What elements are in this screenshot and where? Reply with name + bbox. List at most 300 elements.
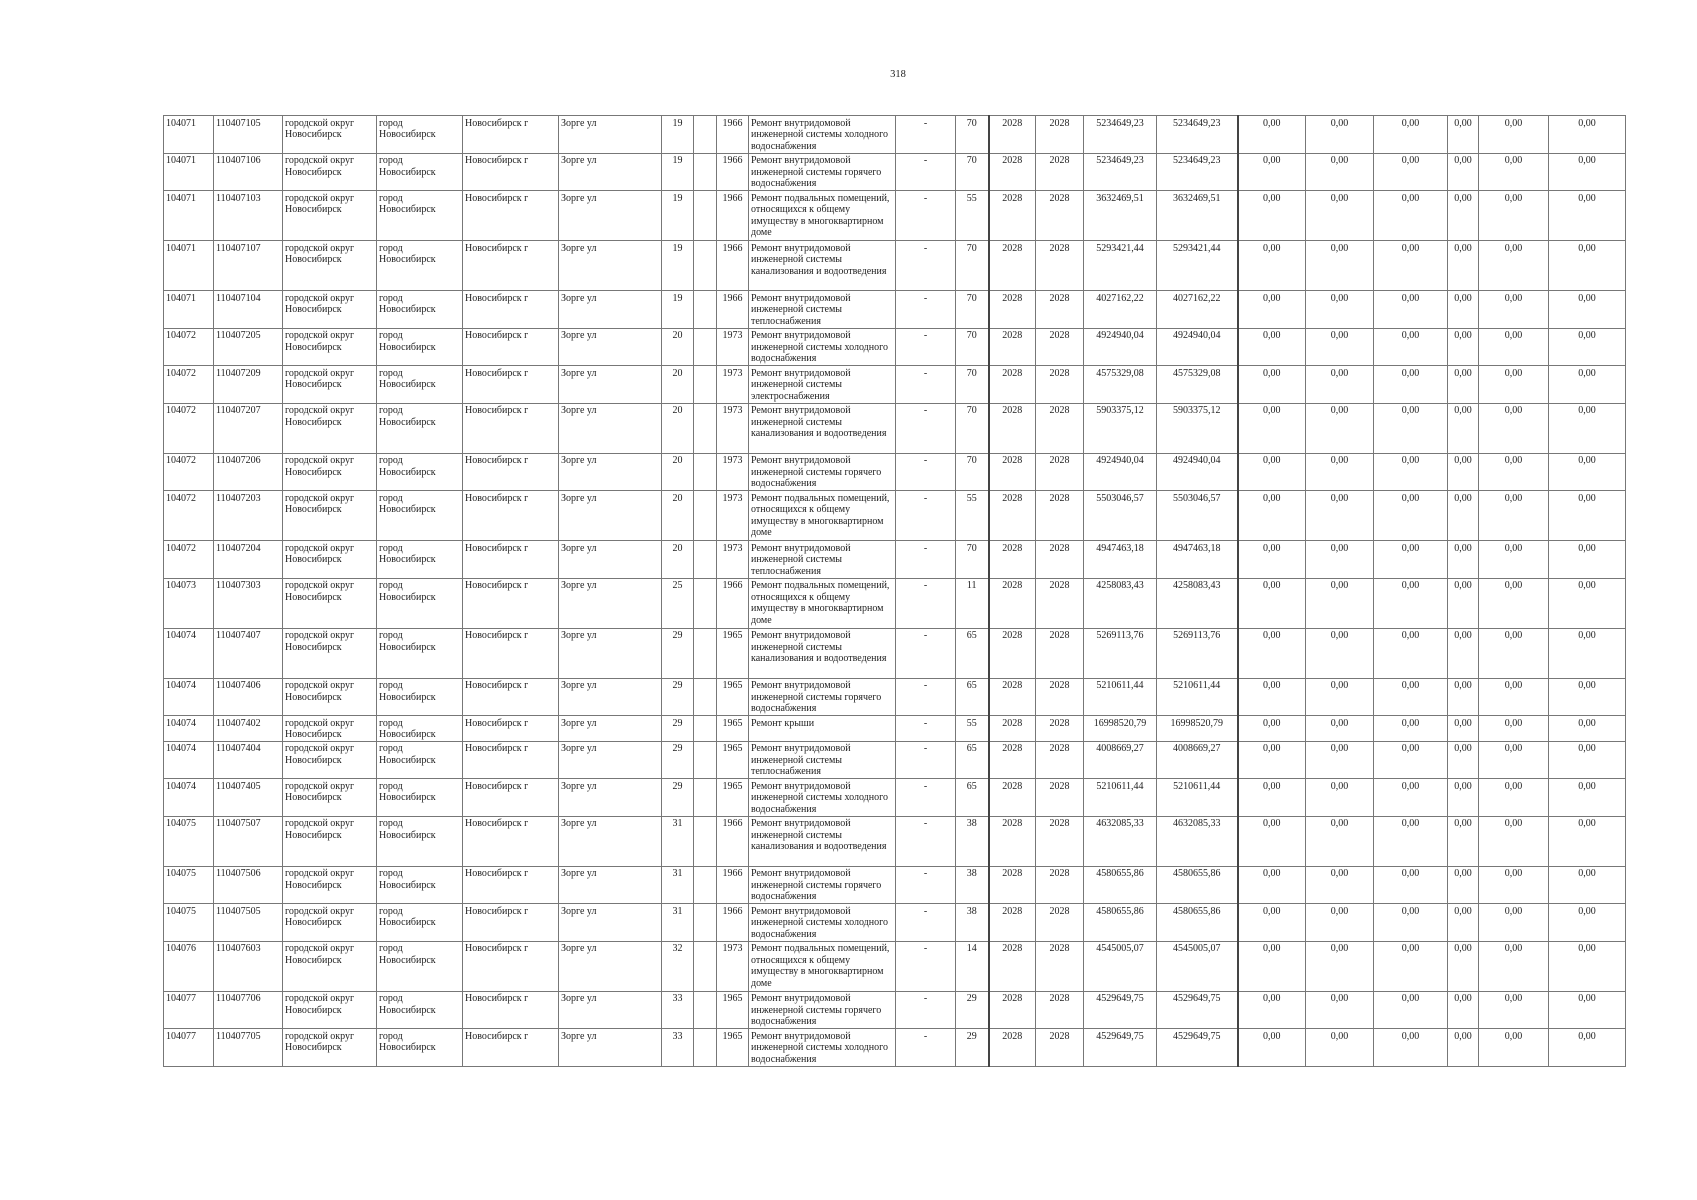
cost-cell: 4947463,18 bbox=[1084, 541, 1157, 579]
object-id-cell: 104076 bbox=[164, 941, 214, 991]
mark-cell: - bbox=[896, 941, 956, 991]
work-type-cell: Ремонт внутридомовой инженерной системы горячего водоснабжения bbox=[749, 453, 896, 491]
end-year-cell: 2028 bbox=[1036, 816, 1084, 866]
work-type-cell: Ремонт крыши bbox=[749, 716, 896, 742]
amount-4-cell: 0,00 bbox=[1448, 991, 1479, 1029]
municipal-district-cell: городской округ Новосибирск bbox=[283, 941, 377, 991]
house-number-cell: 29 bbox=[662, 678, 694, 716]
work-id-cell: 110407505 bbox=[214, 904, 283, 942]
amount-1-cell: 0,00 bbox=[1238, 403, 1306, 453]
construction-year-cell: 1966 bbox=[717, 153, 749, 191]
amount-5-cell: 0,00 bbox=[1479, 116, 1549, 154]
municipal-district-cell: городской округ Новосибирск bbox=[283, 403, 377, 453]
building-letter-cell bbox=[694, 779, 717, 817]
locality-cell: Новосибирск г bbox=[463, 866, 559, 904]
start-year-cell: 2028 bbox=[989, 453, 1036, 491]
work-id-cell: 110407706 bbox=[214, 991, 283, 1029]
municipal-district-cell: городской округ Новосибирск bbox=[283, 1029, 377, 1067]
municipal-district-cell: городской округ Новосибирск bbox=[283, 628, 377, 678]
building-letter-cell bbox=[694, 191, 717, 241]
municipal-district-cell: городской округ Новосибирск bbox=[283, 904, 377, 942]
construction-year-cell: 1966 bbox=[717, 578, 749, 628]
municipal-district-cell: городской округ Новосибирск bbox=[283, 866, 377, 904]
amount-4-cell: 0,00 bbox=[1448, 328, 1479, 366]
cost-cell: 16998520,79 bbox=[1084, 716, 1157, 742]
locality-cell: Новосибирск г bbox=[463, 116, 559, 154]
construction-year-cell: 1966 bbox=[717, 866, 749, 904]
house-number-cell: 20 bbox=[662, 403, 694, 453]
amount-2-cell: 0,00 bbox=[1306, 191, 1374, 241]
amount-6-cell: 0,00 bbox=[1549, 741, 1626, 779]
settlement-cell: город Новосибирск bbox=[377, 328, 463, 366]
table-row bbox=[164, 116, 1626, 154]
amount-3-cell: 0,00 bbox=[1374, 291, 1448, 329]
end-year-cell: 2028 bbox=[1036, 328, 1084, 366]
mark-cell: - bbox=[896, 816, 956, 866]
start-year-cell: 2028 bbox=[989, 779, 1036, 817]
table-row bbox=[164, 578, 1626, 628]
start-year-cell: 2028 bbox=[989, 628, 1036, 678]
total-cost-cell: 5293421,44 bbox=[1157, 241, 1238, 291]
start-year-cell: 2028 bbox=[989, 153, 1036, 191]
start-year-cell: 2028 bbox=[989, 291, 1036, 329]
settlement-cell: город Новосибирск bbox=[377, 153, 463, 191]
work-id-cell: 110407103 bbox=[214, 191, 283, 241]
amount-3-cell: 0,00 bbox=[1374, 816, 1448, 866]
locality-cell: Новосибирск г bbox=[463, 403, 559, 453]
amount-6-cell: 0,00 bbox=[1549, 628, 1626, 678]
object-id-cell: 104074 bbox=[164, 678, 214, 716]
municipal-district-cell: городской округ Новосибирск bbox=[283, 816, 377, 866]
cost-cell: 3632469,51 bbox=[1084, 191, 1157, 241]
mark-cell: - bbox=[896, 241, 956, 291]
amount-4-cell: 0,00 bbox=[1448, 779, 1479, 817]
cost-cell: 4580655,86 bbox=[1084, 904, 1157, 942]
end-year-cell: 2028 bbox=[1036, 453, 1084, 491]
mark-cell: - bbox=[896, 491, 956, 541]
street-cell: Зорге ул bbox=[559, 1029, 662, 1067]
start-year-cell: 2028 bbox=[989, 866, 1036, 904]
municipal-district-cell: городской округ Новосибирск bbox=[283, 116, 377, 154]
municipal-district-cell: городской округ Новосибирск bbox=[283, 241, 377, 291]
work-type-cell: Ремонт внутридомовой инженерной системы холодного водоснабжения bbox=[749, 779, 896, 817]
mark-cell: - bbox=[896, 866, 956, 904]
settlement-cell: город Новосибирск bbox=[377, 678, 463, 716]
house-number-cell: 20 bbox=[662, 453, 694, 491]
settlement-cell: город Новосибирск bbox=[377, 716, 463, 742]
cost-cell: 4545005,07 bbox=[1084, 941, 1157, 991]
street-cell: Зорге ул bbox=[559, 541, 662, 579]
amount-6-cell: 0,00 bbox=[1549, 866, 1626, 904]
start-year-cell: 2028 bbox=[989, 904, 1036, 942]
locality-cell: Новосибирск г bbox=[463, 816, 559, 866]
amount-4-cell: 0,00 bbox=[1448, 1029, 1479, 1067]
amount-3-cell: 0,00 bbox=[1374, 328, 1448, 366]
cost-cell: 5269113,76 bbox=[1084, 628, 1157, 678]
total-cost-cell: 5903375,12 bbox=[1157, 403, 1238, 453]
settlement-cell: город Новосибирск bbox=[377, 116, 463, 154]
house-number-cell: 29 bbox=[662, 628, 694, 678]
cost-cell: 4924940,04 bbox=[1084, 328, 1157, 366]
house-number-cell: 20 bbox=[662, 366, 694, 404]
mark-cell: - bbox=[896, 116, 956, 154]
work-type-cell: Ремонт внутридомовой инженерной системы канализования и водоотведения bbox=[749, 241, 896, 291]
percent-cell: 70 bbox=[956, 453, 989, 491]
amount-6-cell: 0,00 bbox=[1549, 716, 1626, 742]
street-cell: Зорге ул bbox=[559, 628, 662, 678]
amount-1-cell: 0,00 bbox=[1238, 816, 1306, 866]
work-type-cell: Ремонт внутридомовой инженерной системы холодного водоснабжения bbox=[749, 1029, 896, 1067]
settlement-cell: город Новосибирск bbox=[377, 741, 463, 779]
amount-5-cell: 0,00 bbox=[1479, 541, 1549, 579]
locality-cell: Новосибирск г bbox=[463, 153, 559, 191]
object-id-cell: 104072 bbox=[164, 541, 214, 579]
amount-2-cell: 0,00 bbox=[1306, 716, 1374, 742]
amount-2-cell: 0,00 bbox=[1306, 741, 1374, 779]
construction-year-cell: 1965 bbox=[717, 1029, 749, 1067]
work-type-cell: Ремонт внутридомовой инженерной системы электроснабжения bbox=[749, 366, 896, 404]
amount-3-cell: 0,00 bbox=[1374, 191, 1448, 241]
settlement-cell: город Новосибирск bbox=[377, 191, 463, 241]
construction-year-cell: 1966 bbox=[717, 291, 749, 329]
total-cost-cell: 4529649,75 bbox=[1157, 1029, 1238, 1067]
construction-year-cell: 1973 bbox=[717, 403, 749, 453]
work-id-cell: 110407402 bbox=[214, 716, 283, 742]
amount-6-cell: 0,00 bbox=[1549, 541, 1626, 579]
street-cell: Зорге ул bbox=[559, 578, 662, 628]
work-id-cell: 110407303 bbox=[214, 578, 283, 628]
table-row bbox=[164, 153, 1626, 191]
construction-year-cell: 1973 bbox=[717, 328, 749, 366]
work-id-cell: 110407405 bbox=[214, 779, 283, 817]
amount-4-cell: 0,00 bbox=[1448, 716, 1479, 742]
amount-4-cell: 0,00 bbox=[1448, 453, 1479, 491]
amount-1-cell: 0,00 bbox=[1238, 241, 1306, 291]
mark-cell: - bbox=[896, 678, 956, 716]
work-id-cell: 110407404 bbox=[214, 741, 283, 779]
construction-year-cell: 1973 bbox=[717, 491, 749, 541]
street-cell: Зорге ул bbox=[559, 403, 662, 453]
amount-3-cell: 0,00 bbox=[1374, 578, 1448, 628]
municipal-district-cell: городской округ Новосибирск bbox=[283, 153, 377, 191]
total-cost-cell: 4580655,86 bbox=[1157, 866, 1238, 904]
street-cell: Зорге ул bbox=[559, 191, 662, 241]
amount-1-cell: 0,00 bbox=[1238, 628, 1306, 678]
amount-4-cell: 0,00 bbox=[1448, 241, 1479, 291]
municipal-district-cell: городской округ Новосибирск bbox=[283, 678, 377, 716]
construction-year-cell: 1965 bbox=[717, 779, 749, 817]
mark-cell: - bbox=[896, 741, 956, 779]
table-row bbox=[164, 816, 1626, 866]
house-number-cell: 19 bbox=[662, 116, 694, 154]
house-number-cell: 31 bbox=[662, 816, 694, 866]
table-row bbox=[164, 453, 1626, 491]
amount-4-cell: 0,00 bbox=[1448, 403, 1479, 453]
locality-cell: Новосибирск г bbox=[463, 941, 559, 991]
amount-6-cell: 0,00 bbox=[1549, 328, 1626, 366]
amount-1-cell: 0,00 bbox=[1238, 741, 1306, 779]
cost-cell: 5903375,12 bbox=[1084, 403, 1157, 453]
work-id-cell: 110407603 bbox=[214, 941, 283, 991]
table-row bbox=[164, 941, 1626, 991]
work-type-cell: Ремонт подвальных помещений, относящихся к общему имуществу в многоквартирном доме bbox=[749, 191, 896, 241]
locality-cell: Новосибирск г bbox=[463, 741, 559, 779]
amount-6-cell: 0,00 bbox=[1549, 453, 1626, 491]
amount-1-cell: 0,00 bbox=[1238, 366, 1306, 404]
locality-cell: Новосибирск г bbox=[463, 904, 559, 942]
amount-1-cell: 0,00 bbox=[1238, 491, 1306, 541]
amount-4-cell: 0,00 bbox=[1448, 678, 1479, 716]
street-cell: Зорге ул bbox=[559, 816, 662, 866]
settlement-cell: город Новосибирск bbox=[377, 991, 463, 1029]
cost-cell: 5234649,23 bbox=[1084, 116, 1157, 154]
building-letter-cell bbox=[694, 541, 717, 579]
start-year-cell: 2028 bbox=[989, 541, 1036, 579]
street-cell: Зорге ул bbox=[559, 153, 662, 191]
total-cost-cell: 5210611,44 bbox=[1157, 779, 1238, 817]
amount-3-cell: 0,00 bbox=[1374, 941, 1448, 991]
start-year-cell: 2028 bbox=[989, 578, 1036, 628]
locality-cell: Новосибирск г bbox=[463, 191, 559, 241]
object-id-cell: 104071 bbox=[164, 241, 214, 291]
settlement-cell: город Новосибирск bbox=[377, 403, 463, 453]
end-year-cell: 2028 bbox=[1036, 991, 1084, 1029]
start-year-cell: 2028 bbox=[989, 366, 1036, 404]
amount-1-cell: 0,00 bbox=[1238, 904, 1306, 942]
street-cell: Зорге ул bbox=[559, 991, 662, 1029]
object-id-cell: 104072 bbox=[164, 328, 214, 366]
object-id-cell: 104077 bbox=[164, 991, 214, 1029]
percent-cell: 29 bbox=[956, 1029, 989, 1067]
street-cell: Зорге ул bbox=[559, 716, 662, 742]
mark-cell: - bbox=[896, 578, 956, 628]
table-row bbox=[164, 191, 1626, 241]
object-id-cell: 104075 bbox=[164, 866, 214, 904]
amount-3-cell: 0,00 bbox=[1374, 628, 1448, 678]
locality-cell: Новосибирск г bbox=[463, 453, 559, 491]
amount-6-cell: 0,00 bbox=[1549, 366, 1626, 404]
amount-6-cell: 0,00 bbox=[1549, 779, 1626, 817]
building-letter-cell bbox=[694, 716, 717, 742]
amount-5-cell: 0,00 bbox=[1479, 866, 1549, 904]
object-id-cell: 104074 bbox=[164, 628, 214, 678]
percent-cell: 70 bbox=[956, 328, 989, 366]
end-year-cell: 2028 bbox=[1036, 1029, 1084, 1067]
amount-1-cell: 0,00 bbox=[1238, 779, 1306, 817]
work-id-cell: 110407207 bbox=[214, 403, 283, 453]
construction-year-cell: 1965 bbox=[717, 678, 749, 716]
settlement-cell: город Новосибирск bbox=[377, 779, 463, 817]
amount-4-cell: 0,00 bbox=[1448, 904, 1479, 942]
total-cost-cell: 4924940,04 bbox=[1157, 328, 1238, 366]
end-year-cell: 2028 bbox=[1036, 241, 1084, 291]
amount-4-cell: 0,00 bbox=[1448, 116, 1479, 154]
object-id-cell: 104072 bbox=[164, 366, 214, 404]
end-year-cell: 2028 bbox=[1036, 191, 1084, 241]
building-letter-cell bbox=[694, 941, 717, 991]
building-letter-cell bbox=[694, 116, 717, 154]
house-number-cell: 19 bbox=[662, 241, 694, 291]
table-row bbox=[164, 716, 1626, 742]
house-number-cell: 31 bbox=[662, 866, 694, 904]
table-row bbox=[164, 904, 1626, 942]
locality-cell: Новосибирск г bbox=[463, 716, 559, 742]
cost-cell: 4529649,75 bbox=[1084, 991, 1157, 1029]
mark-cell: - bbox=[896, 328, 956, 366]
street-cell: Зорге ул bbox=[559, 241, 662, 291]
work-id-cell: 110407206 bbox=[214, 453, 283, 491]
work-id-cell: 110407406 bbox=[214, 678, 283, 716]
percent-cell: 38 bbox=[956, 816, 989, 866]
amount-2-cell: 0,00 bbox=[1306, 816, 1374, 866]
total-cost-cell: 5269113,76 bbox=[1157, 628, 1238, 678]
end-year-cell: 2028 bbox=[1036, 628, 1084, 678]
amount-5-cell: 0,00 bbox=[1479, 491, 1549, 541]
amount-6-cell: 0,00 bbox=[1549, 403, 1626, 453]
amount-3-cell: 0,00 bbox=[1374, 541, 1448, 579]
object-id-cell: 104071 bbox=[164, 191, 214, 241]
building-letter-cell bbox=[694, 628, 717, 678]
amount-3-cell: 0,00 bbox=[1374, 491, 1448, 541]
street-cell: Зорге ул bbox=[559, 328, 662, 366]
table-row bbox=[164, 366, 1626, 404]
work-type-cell: Ремонт подвальных помещений, относящихся к общему имуществу в многоквартирном доме bbox=[749, 941, 896, 991]
page-number: 318 bbox=[890, 69, 906, 80]
building-letter-cell bbox=[694, 904, 717, 942]
building-letter-cell bbox=[694, 453, 717, 491]
settlement-cell: город Новосибирск bbox=[377, 541, 463, 579]
end-year-cell: 2028 bbox=[1036, 403, 1084, 453]
house-number-cell: 19 bbox=[662, 153, 694, 191]
percent-cell: 70 bbox=[956, 116, 989, 154]
end-year-cell: 2028 bbox=[1036, 578, 1084, 628]
amount-1-cell: 0,00 bbox=[1238, 153, 1306, 191]
amount-4-cell: 0,00 bbox=[1448, 628, 1479, 678]
amount-6-cell: 0,00 bbox=[1549, 578, 1626, 628]
total-cost-cell: 4924940,04 bbox=[1157, 453, 1238, 491]
amount-5-cell: 0,00 bbox=[1479, 578, 1549, 628]
mark-cell: - bbox=[896, 541, 956, 579]
work-id-cell: 110407105 bbox=[214, 116, 283, 154]
settlement-cell: город Новосибирск bbox=[377, 904, 463, 942]
amount-3-cell: 0,00 bbox=[1374, 716, 1448, 742]
amount-2-cell: 0,00 bbox=[1306, 541, 1374, 579]
table-row bbox=[164, 866, 1626, 904]
percent-cell: 70 bbox=[956, 291, 989, 329]
construction-year-cell: 1966 bbox=[717, 816, 749, 866]
settlement-cell: город Новосибирск bbox=[377, 291, 463, 329]
total-cost-cell: 16998520,79 bbox=[1157, 716, 1238, 742]
work-type-cell: Ремонт внутридомовой инженерной системы горячего водоснабжения bbox=[749, 991, 896, 1029]
amount-4-cell: 0,00 bbox=[1448, 578, 1479, 628]
work-id-cell: 110407705 bbox=[214, 1029, 283, 1067]
construction-year-cell: 1965 bbox=[717, 628, 749, 678]
amount-4-cell: 0,00 bbox=[1448, 866, 1479, 904]
end-year-cell: 2028 bbox=[1036, 678, 1084, 716]
amount-5-cell: 0,00 bbox=[1479, 453, 1549, 491]
mark-cell: - bbox=[896, 403, 956, 453]
mark-cell: - bbox=[896, 153, 956, 191]
street-cell: Зорге ул bbox=[559, 779, 662, 817]
amount-2-cell: 0,00 bbox=[1306, 779, 1374, 817]
work-type-cell: Ремонт внутридомовой инженерной системы канализования и водоотведения bbox=[749, 816, 896, 866]
start-year-cell: 2028 bbox=[989, 678, 1036, 716]
table-row bbox=[164, 1029, 1626, 1067]
end-year-cell: 2028 bbox=[1036, 491, 1084, 541]
municipal-district-cell: городской округ Новосибирск bbox=[283, 328, 377, 366]
amount-2-cell: 0,00 bbox=[1306, 491, 1374, 541]
settlement-cell: город Новосибирск bbox=[377, 578, 463, 628]
municipal-district-cell: городской округ Новосибирск bbox=[283, 578, 377, 628]
end-year-cell: 2028 bbox=[1036, 541, 1084, 579]
building-letter-cell bbox=[694, 491, 717, 541]
amount-1-cell: 0,00 bbox=[1238, 578, 1306, 628]
mark-cell: - bbox=[896, 191, 956, 241]
settlement-cell: город Новосибирск bbox=[377, 491, 463, 541]
locality-cell: Новосибирск г bbox=[463, 779, 559, 817]
amount-5-cell: 0,00 bbox=[1479, 191, 1549, 241]
amount-3-cell: 0,00 bbox=[1374, 153, 1448, 191]
percent-cell: 65 bbox=[956, 628, 989, 678]
work-id-cell: 110407506 bbox=[214, 866, 283, 904]
cost-cell: 5210611,44 bbox=[1084, 678, 1157, 716]
work-type-cell: Ремонт внутридомовой инженерной системы холодного водоснабжения bbox=[749, 904, 896, 942]
amount-6-cell: 0,00 bbox=[1549, 491, 1626, 541]
municipal-district-cell: городской округ Новосибирск bbox=[283, 491, 377, 541]
work-id-cell: 110407407 bbox=[214, 628, 283, 678]
object-id-cell: 104071 bbox=[164, 153, 214, 191]
house-number-cell: 20 bbox=[662, 328, 694, 366]
amount-5-cell: 0,00 bbox=[1479, 779, 1549, 817]
amount-4-cell: 0,00 bbox=[1448, 941, 1479, 991]
amount-2-cell: 0,00 bbox=[1306, 678, 1374, 716]
locality-cell: Новосибирск г bbox=[463, 491, 559, 541]
work-id-cell: 110407205 bbox=[214, 328, 283, 366]
amount-4-cell: 0,00 bbox=[1448, 153, 1479, 191]
object-id-cell: 104075 bbox=[164, 816, 214, 866]
locality-cell: Новосибирск г bbox=[463, 241, 559, 291]
amount-5-cell: 0,00 bbox=[1479, 716, 1549, 742]
object-id-cell: 104077 bbox=[164, 1029, 214, 1067]
work-type-cell: Ремонт внутридомовой инженерной системы холодного водоснабжения bbox=[749, 116, 896, 154]
amount-1-cell: 0,00 bbox=[1238, 191, 1306, 241]
house-number-cell: 32 bbox=[662, 941, 694, 991]
amount-2-cell: 0,00 bbox=[1306, 578, 1374, 628]
cost-cell: 4027162,22 bbox=[1084, 291, 1157, 329]
object-id-cell: 104072 bbox=[164, 491, 214, 541]
amount-6-cell: 0,00 bbox=[1549, 678, 1626, 716]
mark-cell: - bbox=[896, 991, 956, 1029]
cost-cell: 4924940,04 bbox=[1084, 453, 1157, 491]
amount-3-cell: 0,00 bbox=[1374, 116, 1448, 154]
table-row bbox=[164, 779, 1626, 817]
amount-5-cell: 0,00 bbox=[1479, 328, 1549, 366]
settlement-cell: город Новосибирск bbox=[377, 941, 463, 991]
total-cost-cell: 4008669,27 bbox=[1157, 741, 1238, 779]
total-cost-cell: 4580655,86 bbox=[1157, 904, 1238, 942]
amount-2-cell: 0,00 bbox=[1306, 241, 1374, 291]
total-cost-cell: 5503046,57 bbox=[1157, 491, 1238, 541]
work-id-cell: 110407104 bbox=[214, 291, 283, 329]
building-letter-cell bbox=[694, 866, 717, 904]
cost-cell: 4529649,75 bbox=[1084, 1029, 1157, 1067]
mark-cell: - bbox=[896, 453, 956, 491]
amount-3-cell: 0,00 bbox=[1374, 678, 1448, 716]
amount-1-cell: 0,00 bbox=[1238, 541, 1306, 579]
amount-1-cell: 0,00 bbox=[1238, 941, 1306, 991]
amount-4-cell: 0,00 bbox=[1448, 541, 1479, 579]
percent-cell: 55 bbox=[956, 191, 989, 241]
